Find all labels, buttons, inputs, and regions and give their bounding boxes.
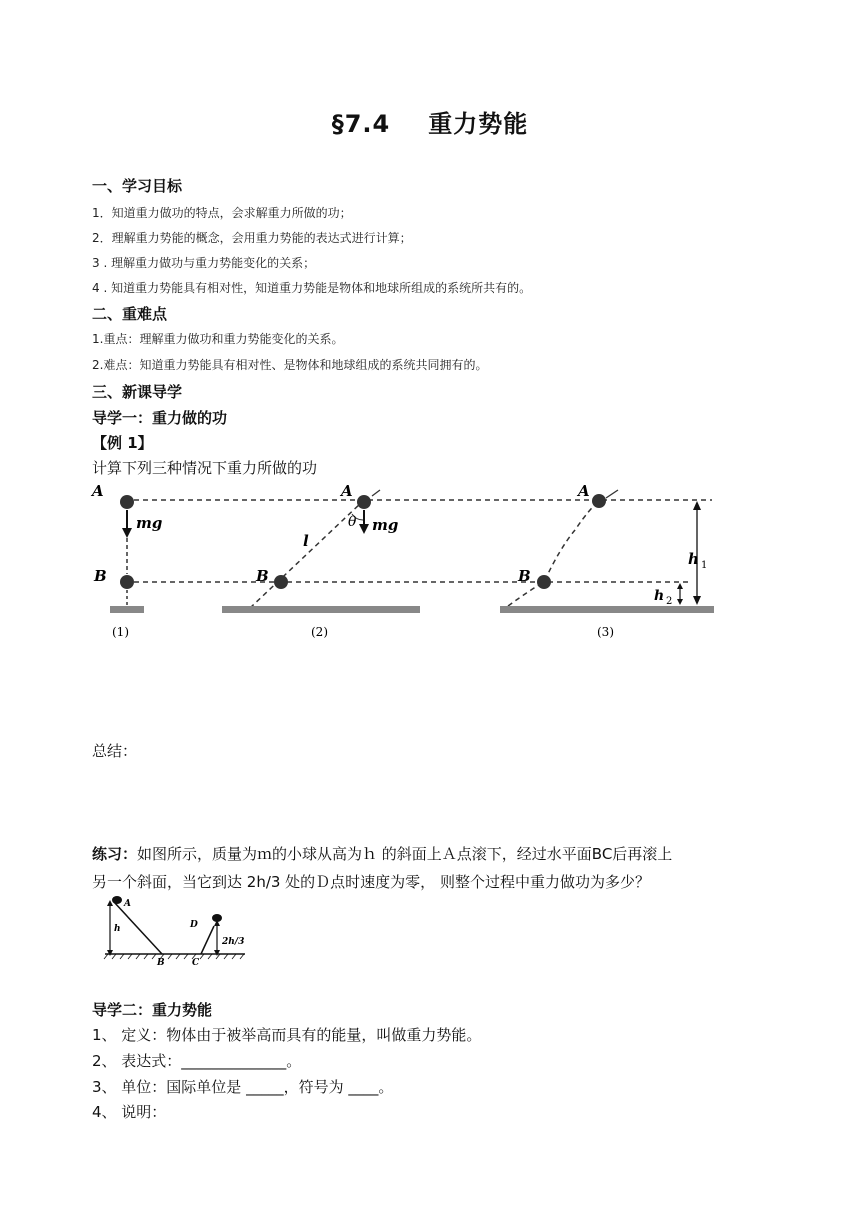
- section-number: §7.4: [331, 110, 391, 138]
- summary-label: 总结：: [92, 742, 138, 760]
- keypoint-item: 2.难点：知道重力势能具有相对性、是物体和地球组成的系统共同拥有的。: [92, 358, 488, 372]
- label-B-1: B: [94, 567, 107, 585]
- caption-2: (2): [311, 625, 328, 639]
- part2-item: 4、 说明：: [92, 1103, 167, 1121]
- ball-D: [212, 914, 222, 922]
- part2-item: 1、 定义：物体由于被举高而具有的能量，叫做重力势能。: [92, 1026, 482, 1044]
- ground-2: [222, 606, 420, 613]
- label-A-2: A: [341, 482, 353, 500]
- ball-A-1: [120, 495, 134, 509]
- exercise-line-2: 另一个斜面，当它到达 2h/3 处的Ｄ点时速度为零， 则整个过程中重力做功为多少？: [92, 873, 650, 891]
- fig2-label-C: C: [192, 958, 200, 967]
- label-mg-1: mg: [136, 514, 163, 532]
- label-B-2: B: [256, 567, 269, 585]
- gravity-work-figure: [0, 478, 860, 648]
- label-l: l: [303, 532, 309, 550]
- keypoint-item: 1.重点：理解重力做功和重力势能变化的关系。: [92, 332, 344, 346]
- slope-figure: [100, 892, 250, 967]
- goal-item: 4 . 知道重力势能具有相对性，知道重力势能是物体和地球所组成的系统所共有的。: [92, 281, 532, 295]
- example-prompt: 计算下列三种情况下重力所做的功: [92, 459, 318, 477]
- fig2-label-h: h: [114, 924, 121, 934]
- label-mg-2: mg: [372, 516, 399, 534]
- goals-heading: 一、学习目标: [92, 177, 183, 195]
- label-B-3: B: [518, 567, 531, 585]
- section-name: 重力势能: [428, 110, 529, 138]
- label-theta: θ: [348, 514, 357, 530]
- ball-A: [112, 896, 122, 904]
- caption-3: (3): [597, 625, 614, 639]
- guide-heading: 三、新课导学: [92, 383, 183, 401]
- part2-item: 3、 单位：国际单位是 _____，符号为 ____。: [92, 1078, 394, 1096]
- goal-item: 1．知道重力做功的特点，会求解重力所做的功；: [92, 206, 352, 220]
- label-A-1: A: [92, 482, 104, 500]
- example-label: 【例 1】: [92, 434, 153, 452]
- part2-heading: 导学二：重力势能: [92, 1001, 213, 1019]
- ball-B-3: [537, 575, 551, 589]
- label-h1: h: [688, 550, 699, 568]
- ball-A-2: [357, 495, 371, 509]
- goal-item: 2．理解重力势能的概念，会用重力势能的表达式进行计算；: [92, 231, 412, 245]
- ball-A-3: [592, 494, 606, 508]
- part2-item: 2、 表达式：______________。: [92, 1052, 302, 1070]
- caption-1: (1): [112, 625, 129, 639]
- label-h2-sub: 2: [666, 596, 673, 607]
- exercise-label: 练习：: [92, 845, 138, 863]
- label-h2: h: [654, 588, 665, 604]
- ground-3: [500, 606, 714, 613]
- label-h1-sub: 1: [701, 560, 708, 571]
- label-A-3: A: [578, 482, 590, 500]
- page-title: [0, 104, 860, 139]
- fig2-label-D: D: [190, 920, 198, 930]
- fig2-label-B: B: [157, 958, 165, 967]
- goal-item: 3 . 理解重力做功与重力势能变化的关系；: [92, 256, 316, 270]
- keypoints-heading: 二、重难点: [92, 305, 168, 323]
- fig2-label-A: A: [124, 899, 131, 909]
- ball-B-2: [274, 575, 288, 589]
- ground-1: [110, 606, 144, 613]
- fig2-label-2h3: 2h/3: [222, 937, 245, 947]
- ball-B-1: [120, 575, 134, 589]
- part1-heading: 导学一：重力做的功: [92, 409, 228, 427]
- exercise-line-1: 练习：如图所示，质量为ｍ的小球从高为ｈ 的斜面上Ａ点滚下，经过水平面BC后再滚上: [92, 845, 673, 863]
